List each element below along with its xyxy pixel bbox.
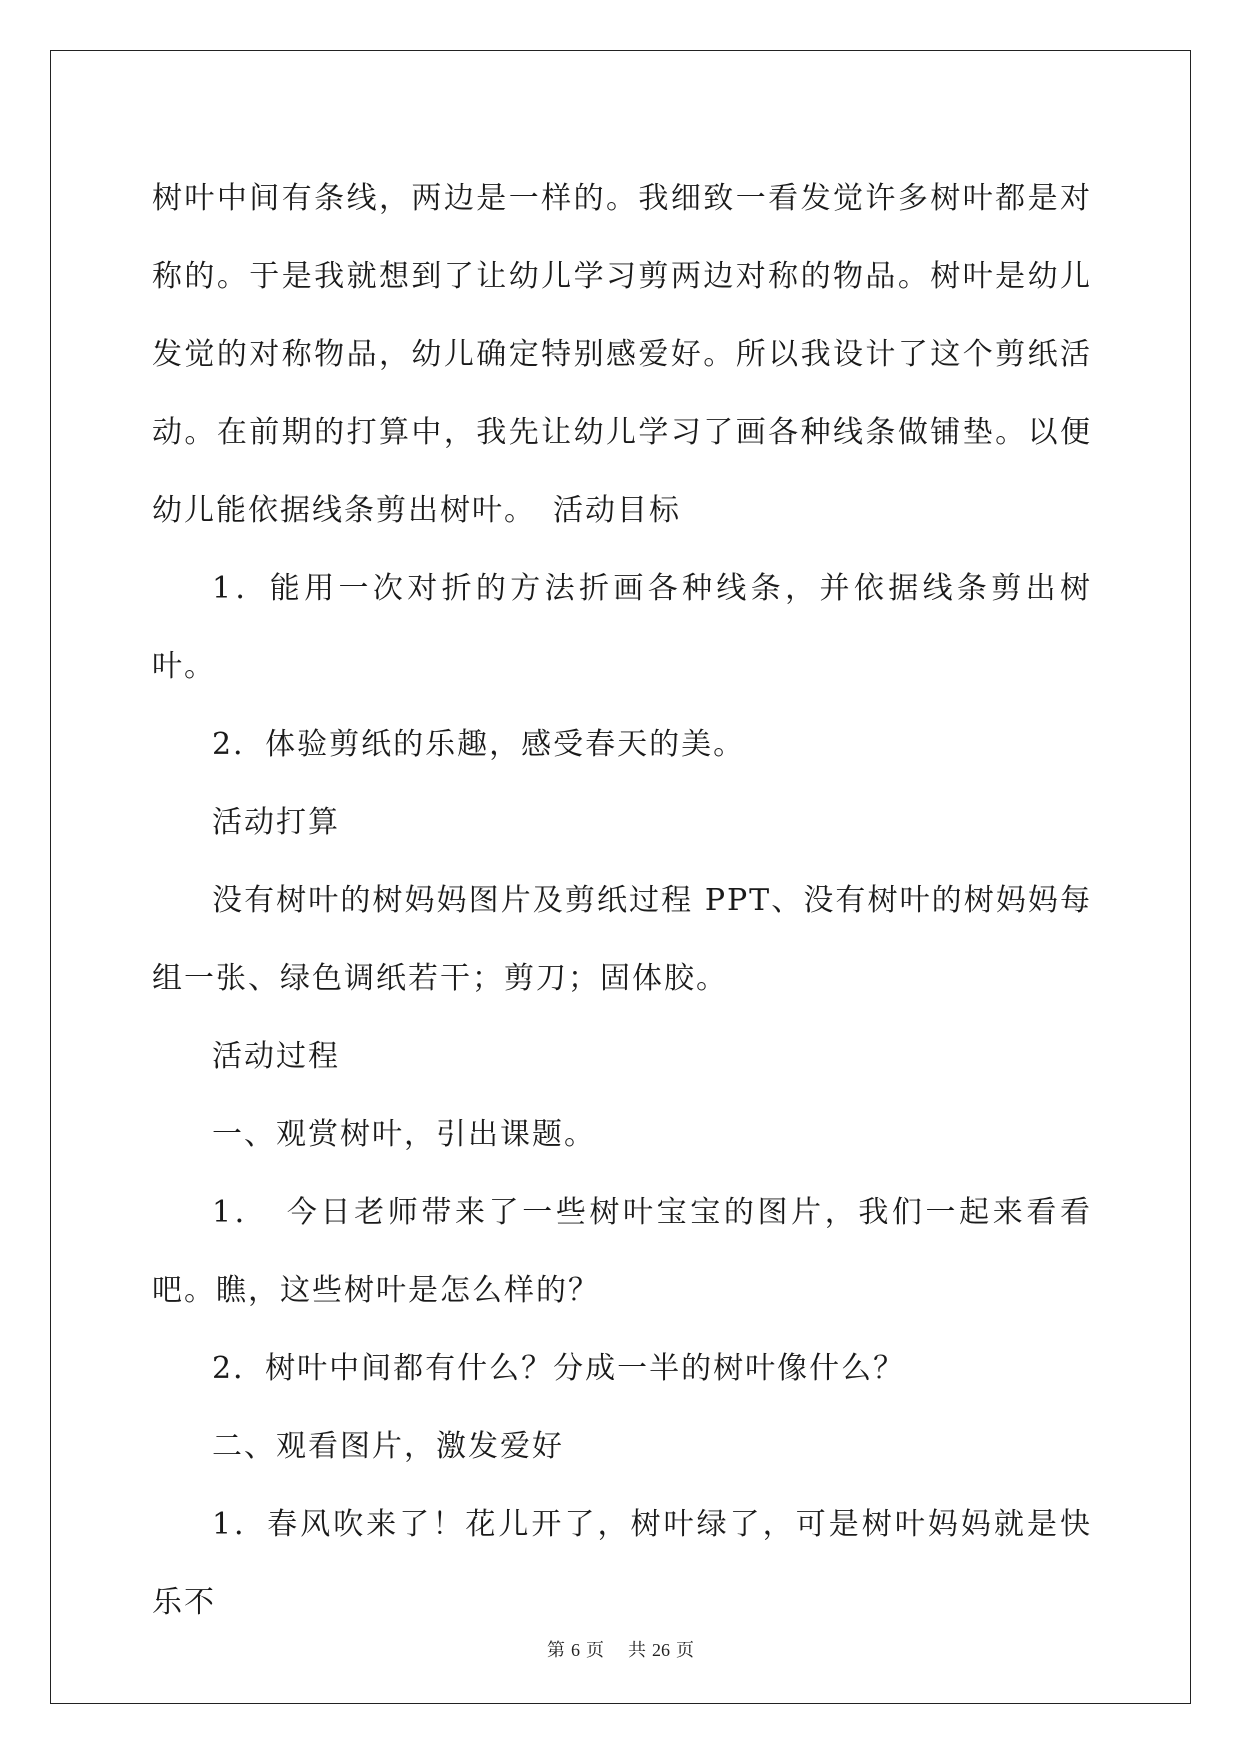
section-heading: 活动过程 xyxy=(212,1039,340,1074)
paragraph: 1． 今日老师带来了一些树叶宝宝的图片，我们一起来看看吧。瞧，这些树叶是怎么样的？ xyxy=(152,1195,1092,1308)
paragraph: 1．春风吹来了！花儿开了，树叶绿了，可是树叶妈妈就是快乐不 xyxy=(152,1507,1092,1620)
paragraph: 2．树叶中间都有什么？分成一半的树叶像什么？ xyxy=(212,1351,906,1386)
page-prefix: 第 xyxy=(547,1640,565,1660)
paragraph: 1．能用一次对折的方法折画各种线条，并依据线条剪出树叶。 xyxy=(152,571,1092,684)
paragraph: 一、观赏树叶，引出课题。 xyxy=(212,1117,596,1152)
section-heading: 活动打算 xyxy=(212,805,340,840)
paragraph: 二、观看图片，激发爱好 xyxy=(212,1429,564,1464)
paragraph: 2．体验剪纸的乐趣，感受春天的美。 xyxy=(212,727,746,762)
total-prefix: 共 xyxy=(628,1640,646,1660)
total-suffix: 页 xyxy=(676,1640,694,1660)
page-footer xyxy=(0,1636,1241,1662)
page-suffix: 页 xyxy=(586,1640,604,1660)
page-number: 6 xyxy=(571,1640,580,1660)
document-body xyxy=(152,160,1092,1642)
paragraph: 树叶中间有条线，两边是一样的。我细致一看发觉许多树叶都是对称的。于是我就想到了让幼儿学习剪两边对称的物品。树叶是幼儿发觉的对称物品，幼儿确定特别感爱好。所以我设计了这个剪纸活动。在前期的打算中，我先让幼儿学习了画各种线条做铺垫。以便幼儿能依据线条剪出树叶。 活动目标 xyxy=(152,181,1092,528)
total-pages: 26 xyxy=(652,1640,670,1660)
paragraph: 没有树叶的树妈妈图片及剪纸过程 PPT、没有树叶的树妈妈每组一张、绿色调纸若干；剪刀；固体胶。 xyxy=(152,883,1092,996)
